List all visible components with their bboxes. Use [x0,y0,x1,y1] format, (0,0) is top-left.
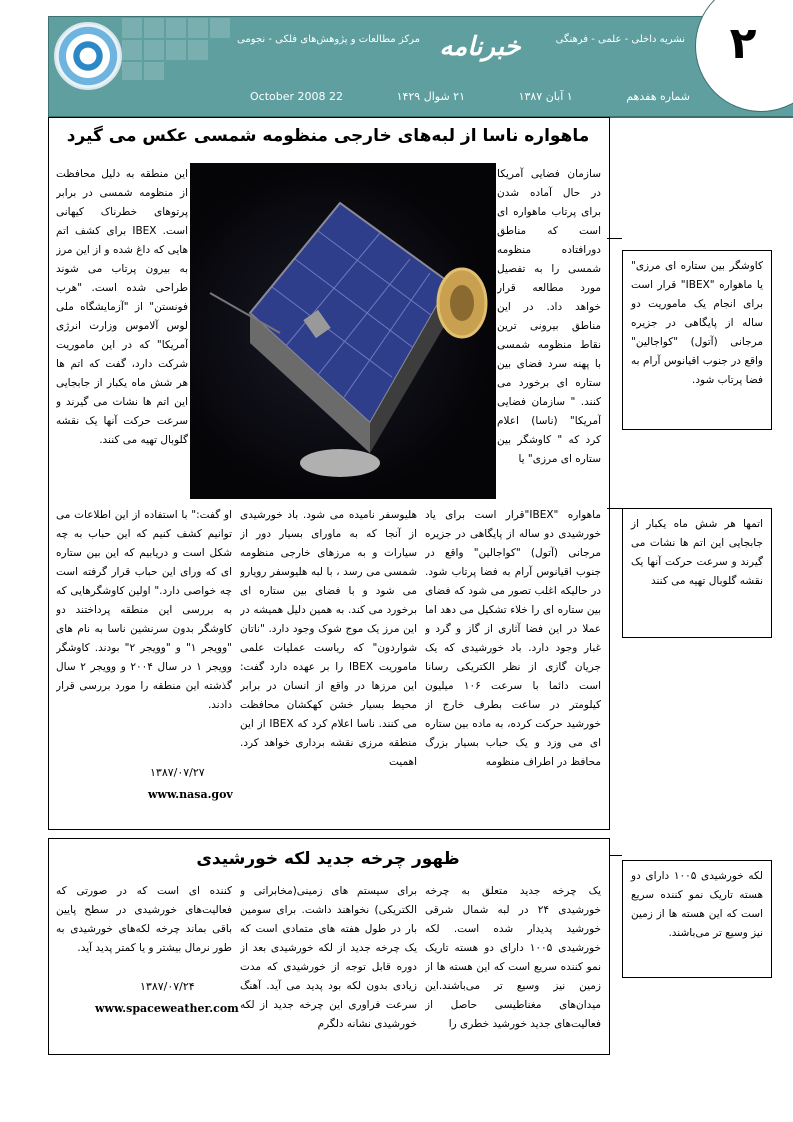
decorative-grid [122,18,302,80]
article-column [56,882,232,972]
satellite-photo [190,163,496,499]
article-text: این منطقه به دلیل محافظت از منظومه شمسی در برابر پرتوهای خطرناک کیهانی است. IBEX برای کشف اتم هایی که داغ شده و از این مرز به بیرون پرتاب می شوند طراحی شده است. "هرب فونستن" از "آزمایشگاه ملی لوس آلاموس وزارت انرژی آمریکا" که در این ماموریت شرکت دارد، گفت که اتم ها هر شش ماه یکبار از جابجایی این اتم ها نشات می گیرند و سرعت حرکت آنها یک نقشه گلوبال تهیه می کنند. [56,168,188,446]
article-source: www.spaceweather.com [95,1002,239,1015]
observatory-logo-icon [54,22,122,90]
pullquote-box: لکه خورشیدی ۱۰۰۵ دارای دو هسته تاریک نمو کننده سریع است که این هسته ها از زمین نیز وسیع تر می‌باشند. [622,860,772,978]
issue-label: شماره هفدهم [626,90,690,103]
article-text: یک چرخه جدید متعلق به چرخه خورشیدی ۲۴ در لبه شمال شرقی خورشید پدیدار شده است. لکه خورشیدی ۱۰۰۵ دارای دو هسته تاریک نمو کننده سریع است که این هسته ها از زمین نیز وسیع تر می‌باشند.این میدان‌های مغناطیسی حاصل از فعالیت‌های جدید خورشید خطری را [425,885,601,1030]
article-text: سازمان فضایی آمریکا در حال آماده شدن برای پرتاب ماهواره ای است که مناطق دورافتاده منظومه شمسی را به تفصیل مورد مطالعه قرار خواهد داد. در این مناطق بیرونی ترین نقاط منظومه شمسی با پهنه سرد فضای بین ستاره ای برخورد می کنند. " سازمان فضایی آمریکا" (ناسا) اعلام کرد که " کاوشگر بین ستاره ای مرزی" یا [497,168,601,465]
pullquote-connector [607,508,622,509]
pullquote-box: کاوشگر بین ستاره ای مرزی" یا ماهواره "IBEX" قرار است برای انجام یک ماموریت دو ساله از پایگاهی در جزیره مرجانی (آتول) "کواجالین" واقع در جنوب اقیانوس آرام به فضا پرتاب شود. [622,250,772,430]
date-hijri: ۲۱ شوال ۱۴۲۹ [396,90,465,103]
article-date: ۱۳۸۷/۰۷/۲۷ [150,766,205,779]
article-text: برای سیستم های زمینی(مخابراتی و الکتریکی) نخواهند داشت. برای سومین بار در طول هفته های متمادی است که یک چرخه جدید از لکه خورشیدی بعد از دوره قابل توجه از خورشیدی که مدت زیادی بدون لکه بود پدید می آید. آهنگ سرعت فراوری این چرخه جدید از لکه خورشیدی نشانه دلگرم [240,885,417,1030]
date-shamsi: ۱ آبان ۱۳۸۷ [518,90,573,103]
article-column [425,506,601,824]
newsletter-logo: خبرنامه [439,32,521,62]
date-gregorian: 22 October 2008 [250,90,344,103]
pullquote-box: اتمها هر شش ماه یکبار از جابجایی این اتم ها نشات می گیرند و سرعت حرکت آنها یک نقشه گلوبال تهیه می کنند [622,508,772,638]
article-column [425,882,601,1050]
article-column [240,506,417,824]
article-text: هلیوسفر نامیده می شود. باد خورشیدی از آنجا که به ماورای بسیار دور از سیارات و به مرزهای خارجی منظومه شمسی می رسد ، با لبه هلیوسفر رویارو می شود و با فضای بین ستاره ای برخورد می کند. به همین دلیل همیشه در این مرز یک موج شوک وجود دارد. "ناتان شواردون" که ریاست عملیات علمی ماموریت IBEX را بر عهده دارد گفت: این مرزها در واقع از انسان در برابر محیط بسیار خشن کهکشان محافظت می کنند. ناسا اعلام کرد که IBEX از این منطقه مرزی نقشه برداری خواهد کرد. اهمیت [240,509,417,768]
ibex-spacecraft-image [190,163,496,499]
article-date: ۱۳۸۷/۰۷/۲۴ [140,980,195,993]
article-text: کننده ای است که در صورتی که فعالیت‌های خورشیدی در سطح پایین باقی بماند چرخه لکه‌های خورشیدی به طور نرمال بیشتر و یا کمتر پدید آید. [56,885,232,954]
article-column [56,506,232,758]
article-column [497,165,601,503]
article-text: ماهواره "IBEX"قرار است برای یاد خورشیدی دو ساله از پایگاهی در جزیره مرجانی (آتول) "کواجالین" واقع در جنوب اقیانوس آرام به فضا پرتاب شود. در حالیکه اغلب تصور می شود که فضای بین ستاره ای را خلاء تشکیل می دهد اما عملا در این فضا آثاری از گاز و گرد و غبار وجود دارد. باد خورشیدی که یک جریان گازی از نظر الکتریکی رسانا است دائما با سرعت ۱۰۶ میلیون کیلومتر در ساعت بطرف خارج از خورشید حرکت کرده، به ماده بین ستاره ای می وزد و یک حباب بسیار بزرگ محافظ در اطراف منظومه [425,509,601,768]
article-text: او گفت:" با استفاده از این اطلاعات می توانیم کشف کنیم که این حباب به چه شکل است و دریابیم که این بین ستاره ای که ورای این حباب قرار گرفته است چه خواصی دارد." اولین کاوشگرهایی که به بررسی این منطقه پرداختند دو کاوشگر بدون سرنشین ناسا به نام های "وویجر ۱" و "وویجر ۲" بودند. کاوشگر وویجر ۱ در سال ۲۰۰۴ و وویجر ۲ سال گذشته این منطقه را مورد بررسی قرار دادند. [56,509,232,711]
dateline [250,90,690,106]
pullquote-connector [607,238,622,239]
article-source: www.nasa.gov [148,788,233,801]
article-column [240,882,417,1050]
center-name: مرکز مطالعات و پژوهش‌های فلکی - نجومی [237,34,420,45]
article-column [56,165,188,503]
article-title: ظهور چرخه جدید لکه خورشیدی [196,849,460,869]
issue-number: ۲ [729,18,757,69]
article-title: ماهواره ناسا از لبه‌های خارجی منظومه شمسی عکس می گیرد [66,126,590,146]
publication-type: نشریه داخلی - علمی - فرهنگی [555,34,685,45]
